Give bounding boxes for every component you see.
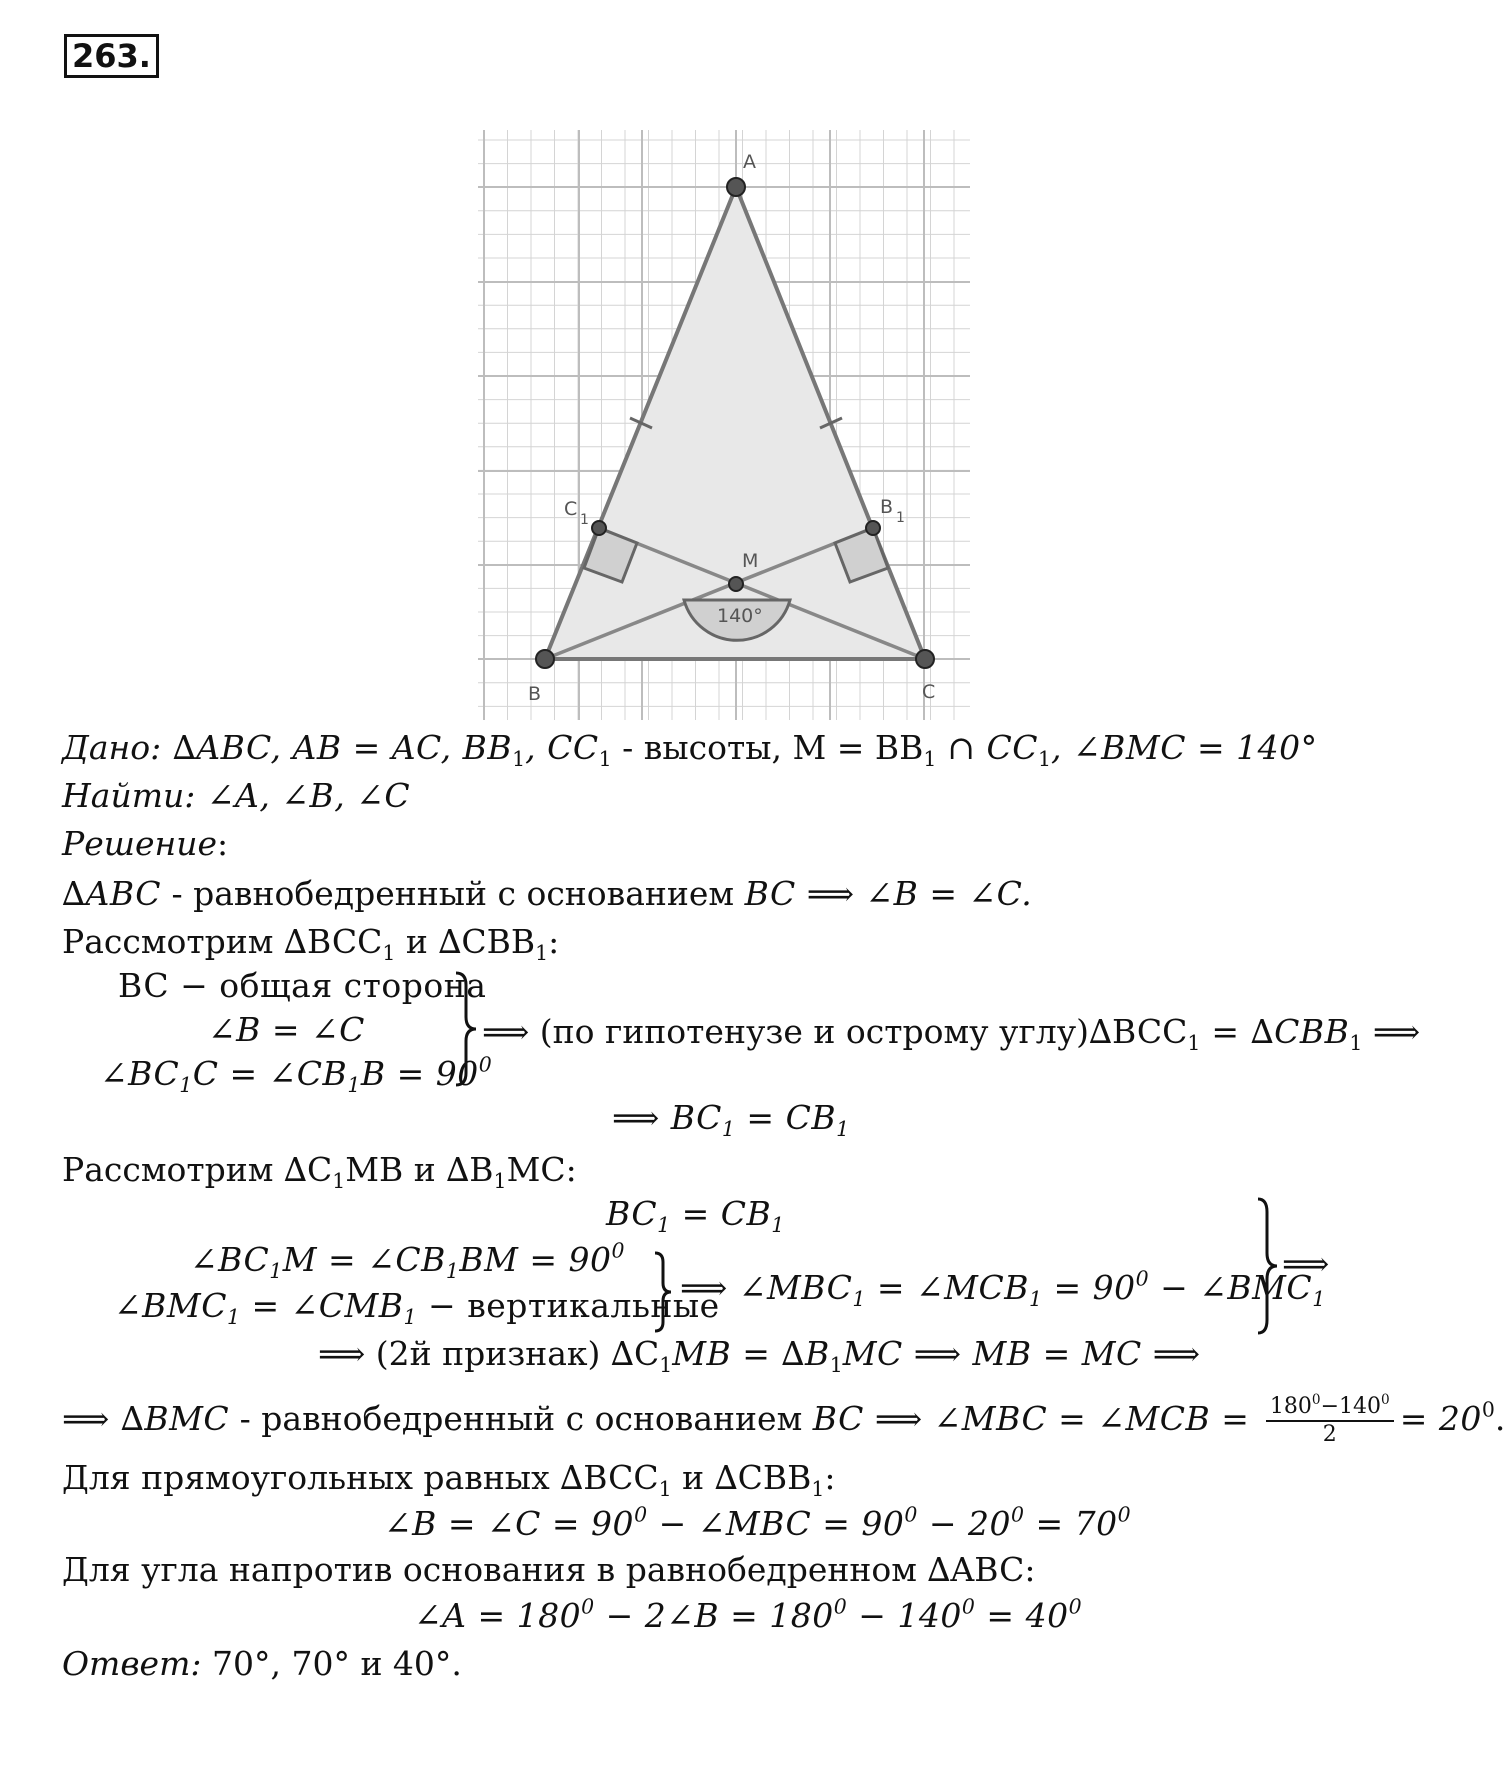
isosceles-line: [62, 874, 1032, 914]
sup: 0: [611, 1238, 626, 1263]
apex-line: Для угла напротив основания в равнобедренном ∆ABC:: [62, 1550, 1036, 1589]
sys2-row2: [114, 1286, 720, 1330]
sup: 0: [1135, 1266, 1150, 1291]
label-c1-sub: 1: [580, 512, 589, 528]
given-part: , CC: [525, 728, 599, 767]
sys2-part: − вертикальные: [417, 1286, 720, 1325]
sys2-row1: [190, 1238, 626, 1284]
find-line: [62, 776, 410, 816]
eq-part: ∠B = ∠C = 90: [384, 1504, 635, 1543]
sys1-tail: [612, 1098, 850, 1142]
sub: 1: [598, 747, 612, 772]
solution-line: [62, 824, 228, 864]
sys2-part: ∠BC: [190, 1240, 270, 1279]
eq-part: − 140: [847, 1596, 962, 1635]
sub: 1: [771, 1213, 785, 1238]
bmc-part: = 20: [1399, 1399, 1482, 1438]
sup: 0: [478, 1052, 493, 1077]
angle-a-equation: [414, 1596, 1082, 1636]
sub: 1: [179, 1073, 193, 1098]
sub: 1: [445, 1259, 460, 1284]
sign-part: MC ⟹ MB = MC ⟹: [842, 1334, 1201, 1373]
bmc-part: BC ⟹ ∠MBC = ∠MCB =: [812, 1399, 1250, 1438]
consider-2: [62, 1150, 577, 1194]
point-b1: [866, 521, 880, 535]
sup: 0: [961, 1594, 976, 1619]
sub: 1: [403, 1305, 418, 1330]
sys2-part: ⟹ ∠MBC: [680, 1268, 853, 1307]
given-part: - высоты, M = BB: [611, 728, 924, 767]
sys2-part: = CB: [670, 1194, 772, 1233]
label-c: C: [922, 681, 936, 703]
sys2-mid: [680, 1266, 1326, 1312]
eq-part: ∠A = 180: [414, 1596, 582, 1635]
right-triangles-line: [62, 1458, 836, 1502]
label-m: M: [742, 550, 759, 572]
sub: 1: [493, 1169, 507, 1194]
cons-part: Рассмотрим ∆C: [62, 1150, 333, 1189]
given-line: [62, 728, 1318, 772]
bmc-part: .: [1494, 1399, 1505, 1438]
label-c1: C: [564, 498, 578, 520]
sub: 1: [1349, 1031, 1363, 1056]
bmc-part: ⟹ ∆BMC: [62, 1399, 230, 1438]
point-m: [729, 577, 743, 591]
sys1-part: B = 90: [360, 1054, 479, 1093]
given-part: , ∠BMC = 140°: [1051, 728, 1318, 767]
iso-part: BC ⟹ ∠B = ∠C.: [744, 874, 1033, 913]
bmc-line: [62, 1394, 1505, 1448]
solution-label: Решение: [62, 824, 218, 863]
sys1-res-part: ⟹ (по гипотенузе и острому углу)∆BCC: [482, 1012, 1188, 1051]
sup: 0: [634, 1502, 648, 1527]
fraction-denominator: 2: [1322, 1422, 1337, 1447]
sup: 0: [1117, 1502, 1132, 1527]
sys2-implies: ⟹: [1282, 1244, 1330, 1283]
fraction-numerator: [1266, 1394, 1394, 1422]
bmc-part: - равнобедренный с основанием: [229, 1399, 813, 1438]
iso-part: ∆ABC: [62, 874, 161, 913]
sub: 1: [1038, 747, 1052, 772]
right-part: и ∆CBB: [671, 1458, 812, 1497]
sys2-part: ∠BMC: [114, 1286, 227, 1325]
triangle-figure: [478, 130, 970, 720]
sign-part: ⟹ (2й признак) ∆C: [318, 1334, 660, 1373]
cons-part: :: [548, 922, 560, 961]
sub: 1: [829, 1353, 843, 1378]
sys2-part: M = ∠CB: [282, 1240, 446, 1279]
sup: 0: [1068, 1594, 1083, 1619]
sub: 1: [721, 1117, 736, 1142]
eq-part: − 20: [917, 1504, 1012, 1543]
cons-part: и ∆CBB: [395, 922, 536, 961]
tail-part: = CB: [735, 1098, 837, 1137]
label-b: B: [528, 683, 542, 705]
eq-part: − ∠MBC = 90: [647, 1504, 905, 1543]
frac-part: −140: [1320, 1394, 1382, 1419]
sys2-part: = ∠CMB: [240, 1286, 404, 1325]
sys2-part: = 90: [1042, 1268, 1136, 1307]
find-text: : ∠A, ∠B, ∠C: [184, 776, 411, 815]
angle-label: 140°: [717, 605, 763, 627]
sup: 0: [1011, 1502, 1025, 1527]
given-label: Дано: [62, 728, 151, 767]
sub: 1: [382, 941, 396, 966]
cons-part: MC:: [506, 1150, 577, 1189]
sub: 1: [659, 1353, 673, 1378]
sub: 1: [1028, 1287, 1043, 1312]
sup: 0: [833, 1594, 848, 1619]
find-label: Найти: [62, 776, 185, 815]
sub: 1: [1187, 1031, 1201, 1056]
eq-part: = 70: [1024, 1504, 1118, 1543]
label-b1-sub: 1: [896, 510, 905, 526]
label-b1: B: [880, 496, 894, 518]
answer-text: 70°, 70° и 40°.: [201, 1644, 462, 1683]
sub: 1: [535, 941, 549, 966]
sys2-part: BC: [606, 1194, 658, 1233]
sys1-result: [482, 1012, 1421, 1056]
sys2-part: = ∠MCB: [865, 1268, 1029, 1307]
sub: 1: [512, 747, 526, 772]
solution-colon: :: [217, 824, 229, 863]
sub: 1: [1312, 1287, 1326, 1312]
point-c1: [592, 521, 606, 535]
sub: 1: [226, 1305, 241, 1330]
point-c: [916, 650, 934, 668]
sys2-top: [606, 1194, 785, 1238]
sys1-res-part: ⟹: [1362, 1012, 1421, 1051]
given-part: : ∆ABC, AB = AC, BB: [150, 728, 513, 767]
fraction: [1266, 1394, 1394, 1448]
sys2-part: BM = 90: [459, 1240, 612, 1279]
sub: 1: [923, 747, 937, 772]
brace-1: [452, 970, 482, 1088]
sup: 0: [1481, 1397, 1495, 1422]
sub: 1: [852, 1287, 866, 1312]
point-a: [727, 178, 745, 196]
problem-number: 263.: [64, 34, 159, 78]
eq-part: = 40: [975, 1596, 1069, 1635]
tail-part: ⟹ BC: [612, 1098, 722, 1137]
sys1-res-part: = ∆CBB: [1200, 1012, 1350, 1051]
answer-line: [62, 1644, 462, 1684]
brace-2: [652, 1250, 676, 1334]
sub: 1: [332, 1169, 346, 1194]
sub: 1: [811, 1477, 825, 1502]
angle-b-equation: [384, 1504, 1131, 1544]
cons-part: MB и ∆B: [345, 1150, 494, 1189]
sys1-part: C = ∠CB: [192, 1054, 348, 1093]
sup: 0: [1381, 1392, 1390, 1409]
second-sign: [318, 1334, 1201, 1378]
sys1-part: ∠BC: [100, 1054, 180, 1093]
sys1-row1: BC − общая сторона: [118, 966, 487, 1005]
sub: 1: [347, 1073, 361, 1098]
sub: 1: [836, 1117, 850, 1142]
eq-part: − 2∠B = 180: [594, 1596, 834, 1635]
sub: 1: [269, 1259, 283, 1284]
sys2-part: − ∠BMC: [1149, 1268, 1313, 1307]
brace-3: [1254, 1196, 1282, 1336]
iso-part: - равнобедренный с основанием: [161, 874, 745, 913]
label-a: A: [743, 151, 756, 173]
right-part: Для прямоугольных равных ∆BCC: [62, 1458, 659, 1497]
sup: 0: [581, 1594, 595, 1619]
sup: 0: [904, 1502, 918, 1527]
sys1-row3: [100, 1052, 493, 1098]
answer-label: Ответ:: [62, 1644, 202, 1683]
right-part: :: [824, 1458, 836, 1497]
sup: 0: [1311, 1392, 1321, 1409]
sys1-row2: ∠B = ∠C: [208, 1010, 365, 1049]
sub: 1: [658, 1477, 672, 1502]
given-part: ∩ CC: [936, 728, 1039, 767]
cons-part: Рассмотрим ∆BCC: [62, 922, 383, 961]
point-b: [536, 650, 554, 668]
sub: 1: [657, 1213, 671, 1238]
frac-part: 180: [1269, 1394, 1312, 1419]
sign-part: MB = ∆B: [672, 1334, 830, 1373]
consider-1: [62, 922, 560, 966]
